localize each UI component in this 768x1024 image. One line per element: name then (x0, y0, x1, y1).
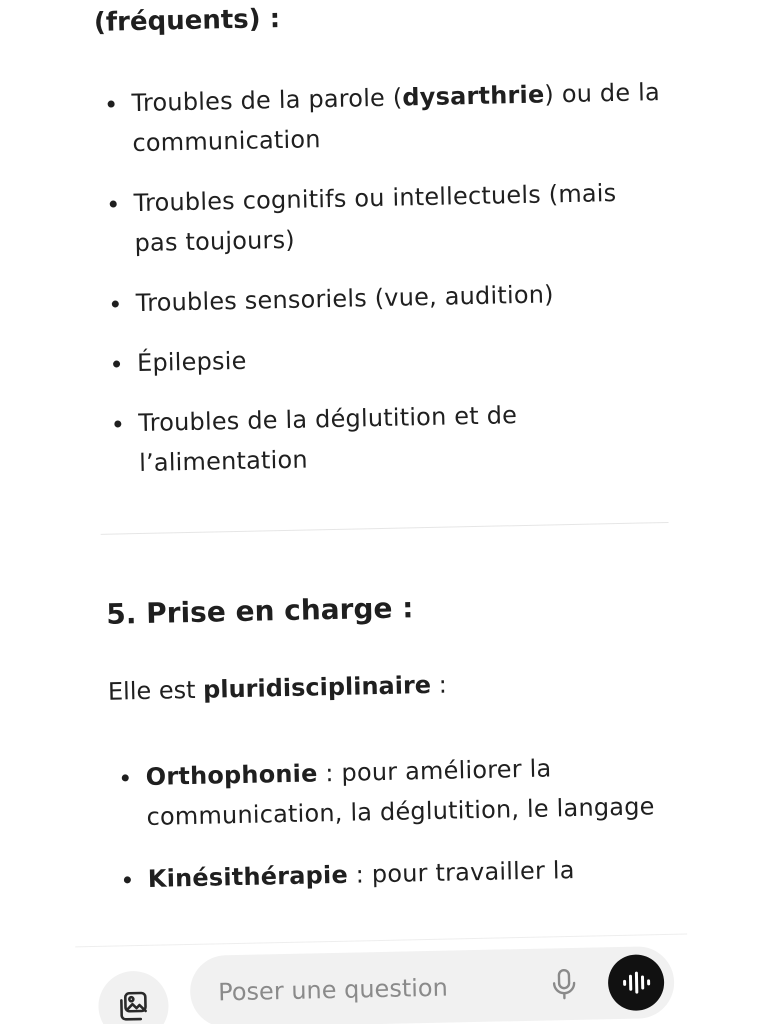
list-item-text: Troubles cognitifs ou intellectuels (mais pas toujours) (133, 178, 617, 258)
list-item-text: : pour améliorer la communication, la déglutition, le langage (146, 754, 655, 831)
list-item-bold: Orthophonie (145, 759, 318, 791)
list-item-bold: dysarthrie (402, 80, 545, 112)
care-intro-suffix: : (430, 670, 448, 699)
care-intro-text: Elle est (107, 675, 204, 706)
list-item-text: Troubles de la déglutition et de l’alimentation (138, 401, 518, 478)
list-item (115, 746, 677, 838)
voice-mode-button[interactable] (608, 954, 665, 1011)
symptoms-list (101, 72, 670, 504)
list-item-text: Épilepsie (136, 346, 247, 378)
section-heading-care: 5. Prise en charge : (105, 591, 414, 631)
voice-waveform-icon (621, 969, 652, 996)
care-list (115, 746, 678, 922)
microphone-icon (551, 968, 578, 1001)
list-item-text: Troubles sensoriels (vue, audition) (135, 280, 554, 318)
list-item (108, 392, 670, 484)
question-input[interactable] (216, 965, 541, 1014)
section-heading-frequent: (fréquents) : (93, 3, 281, 38)
question-input-container[interactable] (189, 946, 674, 1024)
list-item-text: Troubles de la parole ( (131, 83, 403, 118)
list-item (105, 272, 666, 324)
list-item-bold: Kinésithérapie (147, 860, 349, 893)
list-item (107, 332, 668, 384)
image-gallery-icon (116, 989, 151, 1024)
list-item (103, 172, 665, 264)
care-intro-bold: pluridisciplinaire (202, 670, 432, 704)
list-item (117, 848, 678, 900)
care-intro (108, 671, 447, 706)
list-item-text: ) ou de la communication (132, 78, 661, 158)
list-item-text: : pour travailler la (347, 856, 575, 889)
section-divider (101, 522, 669, 535)
list-item (101, 72, 663, 164)
microphone-button[interactable] (546, 966, 583, 1003)
